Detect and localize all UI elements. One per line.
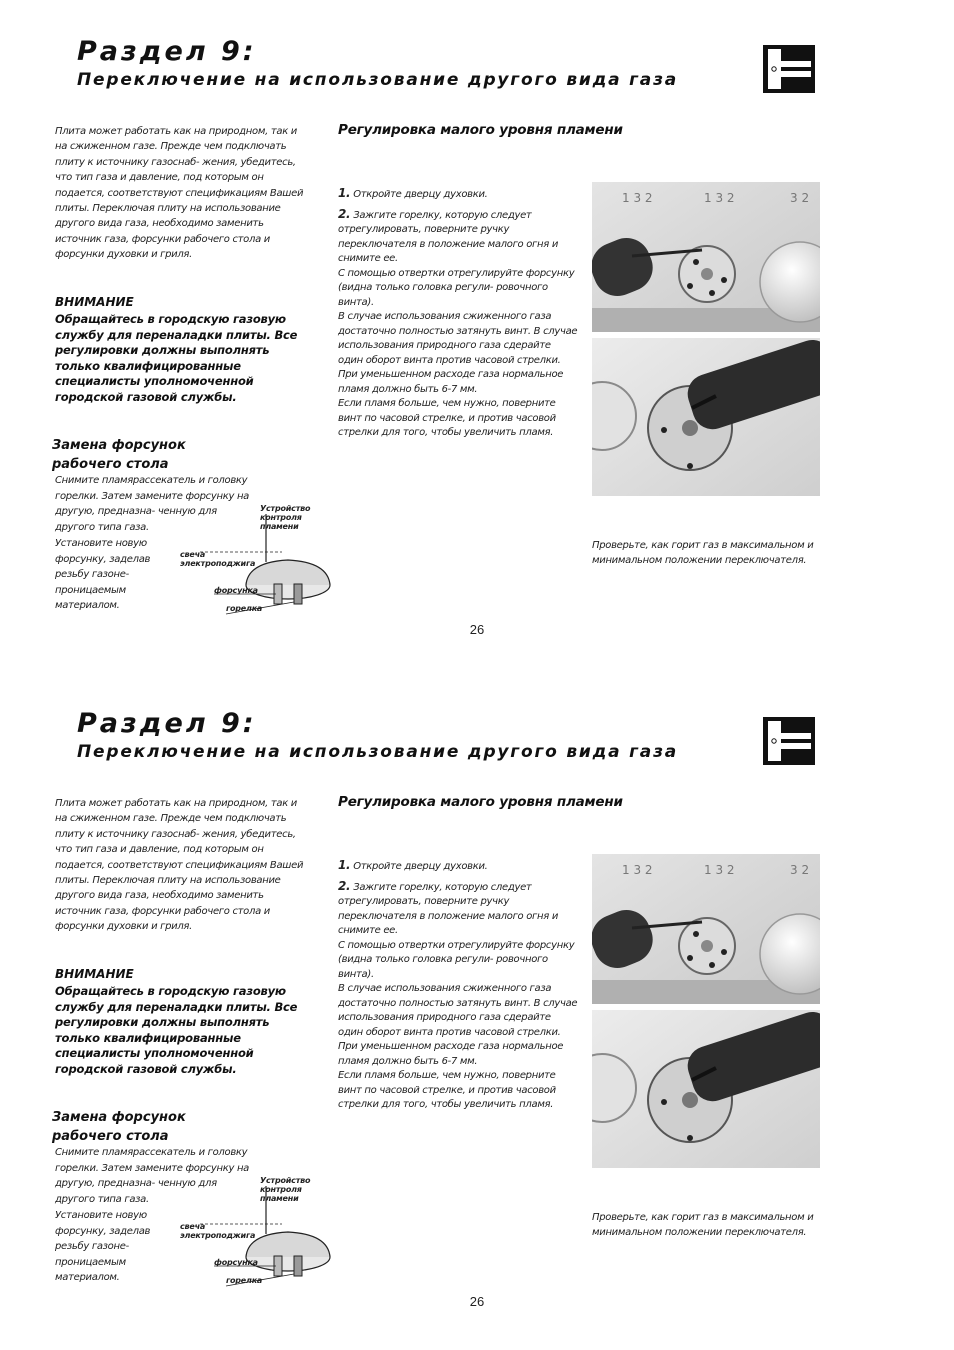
step-2-paragraph-3: В случае использования сжиженного газа достаточно полностью затянуть винт. В случае использования природного газа сдерайте один оборот винта против часовой стрелки. При уменьшенном расходе газа нормальное пламя должно быть 6-7 мм. [338,311,578,395]
replace-nozzles-title: Замена форсунок рабочего стола [52,438,186,472]
step-2-paragraph-4: Если пламя больше, чем нужно, поверните винт по часовой стрелке, и против часовой стрелки для того, чтобы увеличить пламя. [338,398,556,438]
step-2-text: Зажгите горелку, которую следует отрегулировать, поверните ручку переключателя в положение малого огня и снимите ее. [338,209,559,264]
dial-marking: 1 3 2 [704,191,735,205]
replace-nozzles-text-2: Установите новую форсунку, заделав резьбу газоне- проницаемым материалом. [55,1210,151,1284]
step-1-text: Откройте дверцу духовки. [353,861,488,872]
step-2-paragraph-2: С помощью отвертки отрегулируйте форсунку (видна только головка регули- ровочного винта). [338,267,575,308]
dial-marking: 1 3 2 [622,191,653,205]
dial-marking: 1 3 2 [622,863,653,877]
step-2-number: 2. [338,878,351,893]
step-1 [338,186,578,203]
photo-knob-removal [592,854,820,1004]
step-1 [338,858,578,875]
step-1-text: Откройте дверцу духовки. [353,189,488,200]
replace-nozzles-text-2: Установите новую форсунку, заделав резьбу газоне- проницаемым материалом. [55,538,151,612]
photo-nozzle-adjustment [592,1010,820,1168]
label-burner: горелка [226,604,263,613]
photo-knob-removal [592,182,820,332]
dial-marking: 3 2 [790,191,810,205]
page-number: 26 [469,1294,485,1309]
label-nozzle: форсунка [214,1258,258,1267]
warning-title: ВНИМАНИЕ [55,967,134,981]
burner-diagram [170,1172,340,1297]
manual-page [0,0,954,672]
photo-caption: Проверьте, как горит газ в максимальном и минимальном положении переключателя. [592,540,814,567]
intro-paragraph: Плита может работать как на природном, так и на сжиженном газе. Прежде чем подключать плиту к источнику газоснаб- жения, убедитесь, что тип газа и давление, под которым он подается, соответствуют спецификациям Вашей плиты. Переключая плиту на использование другого вида газа, необходимо заменить источник газа, форсунки рабочего стола и форсунки духовки и гриля. [55,126,304,261]
label-spark-plug: свеча электроподжига [180,550,256,568]
photo-nozzle-adjustment [592,338,820,496]
adjust-steps [338,186,578,441]
burner-diagram [170,500,340,625]
step-1-number: 1. [338,186,351,200]
label-nozzle: форсунка [214,586,258,595]
gas-tap-section-icon [763,45,815,93]
step-2 [338,207,578,267]
gas-tap-section-icon [763,717,815,765]
warning-text: Обращайтесь в городскую газовую службу для переналадки плиты. Все регулировки должны выполнять только квалифицированные специалисты уполномоченной городской газовой службы. [55,984,298,1076]
label-spark-plug: свеча электроподжига [180,1222,256,1240]
photo-caption: Проверьте, как горит газ в максимальном и минимальном положении переключателя. [592,1212,814,1239]
dial-marking: 3 2 [790,863,810,877]
page-number: 26 [469,622,485,637]
section-subtitle: Переключение на использование другого вида газа [77,742,679,762]
adjust-flame-title: Регулировка малого уровня пламени [338,794,623,810]
label-burner: горелка [226,1276,263,1285]
section-title: Раздел 9: [77,36,257,67]
warning-text: Обращайтесь в городскую газовую службу для переналадки плиты. Все регулировки должны выполнять только квалифицированные специалисты уполномоченной городской газовой службы. [55,312,298,404]
replace-nozzles-title: Замена форсунок рабочего стола [52,1110,186,1144]
step-2 [338,879,578,939]
intro-paragraph: Плита может работать как на природном, так и на сжиженном газе. Прежде чем подключать плиту к источнику газоснаб- жения, убедитесь, что тип газа и давление, под которым он подается, соответствуют спецификациям Вашей плиты. Переключая плиту на использование другого вида газа, необходимо заменить источник газа, форсунки рабочего стола и форсунки духовки и гриля. [55,798,304,933]
label-flame-control: Устройство контроля пламени [260,1176,311,1203]
step-1-number: 1. [338,858,351,872]
adjust-steps [338,858,578,1113]
warning-title: ВНИМАНИЕ [55,295,134,309]
section-subtitle: Переключение на использование другого вида газа [77,70,679,90]
replace-nozzles-text: Снимите пламярассекатель и головку горелки. Затем замените форсунку на другую, предназна- ченную для другого типа газа. [55,475,250,533]
step-2-paragraph-3: В случае использования сжиженного газа достаточно полностью затянуть винт. В случае использования природного газа сдерайте один оборот винта против часовой стрелки. При уменьшенном расходе газа нормальное пламя должно быть 6-7 мм. [338,983,578,1067]
section-title: Раздел 9: [77,708,257,739]
step-2-paragraph-2: С помощью отвертки отрегулируйте форсунку (видна только головка регули- ровочного винта). [338,939,575,980]
step-2-text: Зажгите горелку, которую следует отрегулировать, поверните ручку переключателя в положение малого огня и снимите ее. [338,881,559,936]
manual-page [0,672,954,1344]
label-flame-control: Устройство контроля пламени [260,504,311,531]
step-2-number: 2. [338,206,351,221]
dial-marking: 1 3 2 [704,863,735,877]
adjust-flame-title: Регулировка малого уровня пламени [338,122,623,138]
replace-nozzles-text: Снимите пламярассекатель и головку горелки. Затем замените форсунку на другую, предназна- ченную для другого типа газа. [55,1147,250,1205]
step-2-paragraph-4: Если пламя больше, чем нужно, поверните винт по часовой стрелке, и против часовой стрелки для того, чтобы увеличить пламя. [338,1070,556,1110]
